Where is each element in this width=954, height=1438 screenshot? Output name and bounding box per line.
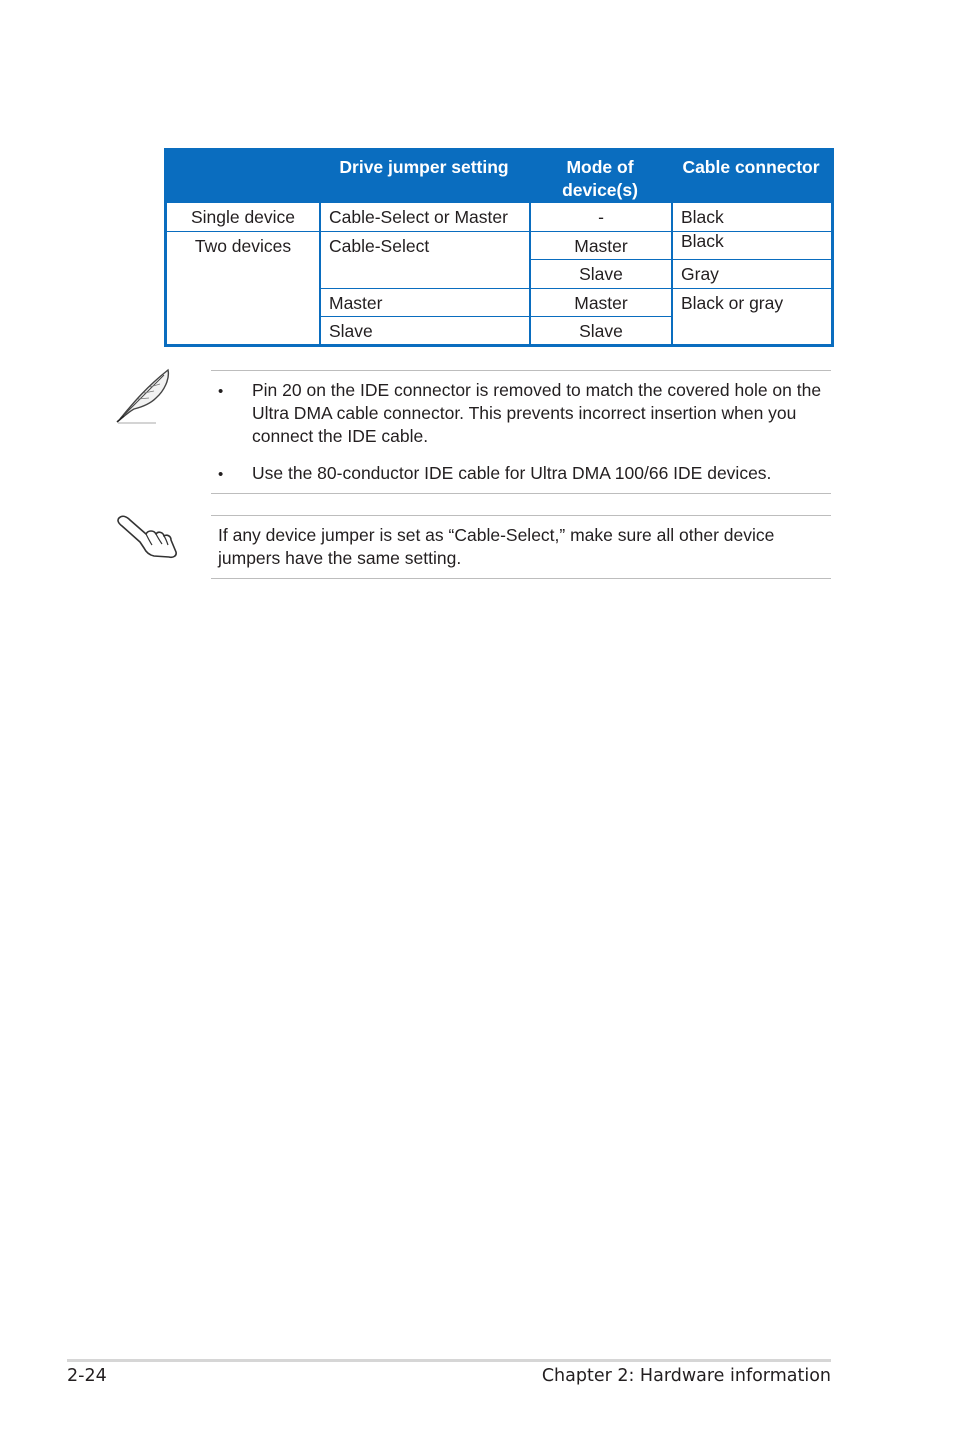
tip-line-2: jumpers have the same setting. (218, 548, 462, 568)
two-jumper-cable-select: Cable-Select (329, 236, 430, 256)
header-cable-connector: Cable connector (682, 157, 820, 177)
two-cable-black: Black (681, 231, 724, 251)
note-bottom-rule (211, 493, 831, 494)
jumper-settings-table (164, 148, 834, 347)
note-item-1-line-3: connect the IDE cable. (252, 426, 429, 446)
two-cable-gray: Gray (681, 264, 719, 284)
single-jumper: Cable-Select or Master (329, 207, 508, 227)
row-divider (319, 288, 831, 289)
note-item-1-line-2: Ultra DMA cable connector. This prevents incorrect insertion when you (252, 403, 797, 423)
col-divider (319, 203, 321, 344)
two-mode-slave: Slave (579, 264, 623, 284)
single-mode: - (598, 207, 604, 227)
row-divider (167, 231, 831, 232)
header-mode-line1: Mode of (566, 157, 634, 177)
pointing-hand-icon (116, 512, 180, 560)
col-divider (671, 203, 673, 344)
header-mode-line2: device(s) (562, 180, 638, 200)
note-item-2: Use the 80-conductor IDE cable for Ultra DMA 100/66 IDE devices. (252, 463, 772, 483)
two-mode-master-2: Master (574, 293, 628, 313)
note-top-rule (211, 370, 831, 371)
two-jumper-master: Master (329, 293, 383, 313)
tip-top-rule (211, 515, 831, 516)
two-mode-master: Master (574, 236, 628, 256)
tip-bottom-rule (211, 578, 831, 579)
note-item-1-line-1: Pin 20 on the IDE connector is removed to match the covered hole on the (252, 380, 822, 400)
header-drive-jumper: Drive jumper setting (339, 157, 509, 177)
bullet-1: • (218, 383, 224, 400)
two-devices-label: Two devices (194, 236, 292, 256)
bullet-2: • (218, 466, 224, 483)
single-device-label: Single device (190, 207, 296, 227)
two-mode-slave-2: Slave (579, 321, 623, 341)
two-cable-black-or-gray: Black or gray (681, 293, 784, 313)
quill-pen-icon (114, 367, 174, 425)
tip-line-1: If any device jumper is set as “Cable-Select,” make sure all other device (218, 525, 775, 545)
single-cable: Black (681, 207, 724, 227)
page-number: 2-24 (67, 1366, 107, 1386)
row-divider (529, 259, 831, 260)
footer-rule (67, 1359, 831, 1362)
two-jumper-slave: Slave (329, 321, 373, 341)
row-divider (319, 316, 671, 317)
chapter-title: Chapter 2: Hardware information (541, 1366, 831, 1386)
